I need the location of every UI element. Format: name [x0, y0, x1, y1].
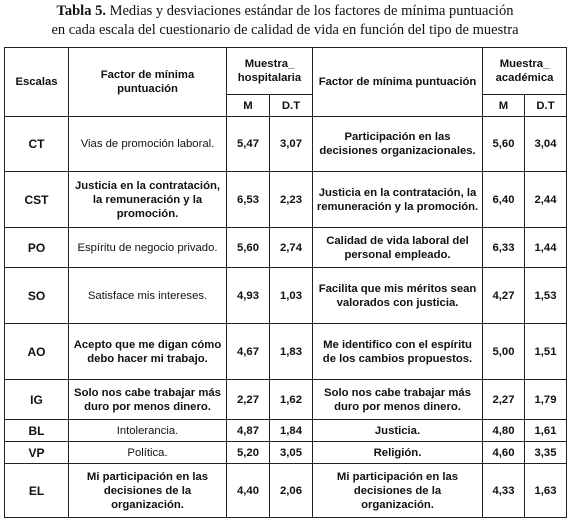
cell-factor-academica: Justicia. [313, 420, 483, 442]
cell-escala: CST [5, 172, 69, 228]
cell-escala: CT [5, 117, 69, 172]
cell-factor-hospitalaria: Justicia en la contratación, la remuneración y la promoción. [69, 172, 227, 228]
cell-m-academica: 5,60 [483, 117, 525, 172]
caption-line-1 [0, 2, 570, 21]
cell-dt-hospitalaria: 1,84 [270, 420, 313, 442]
cell-dt-academica: 1,53 [525, 268, 567, 324]
cell-m-hospitalaria: 4,93 [227, 268, 270, 324]
caption-text-1: Medias y desviaciones estándar de los factores de mínima puntuación [109, 3, 514, 19]
cell-factor-hospitalaria: Vias de promoción laboral. [69, 117, 227, 172]
cell-factor-hospitalaria: Satisface mis intereses. [69, 268, 227, 324]
cell-factor-academica: Solo nos cabe trabajar más duro por menos dinero. [313, 380, 483, 420]
header-escalas: Escalas [5, 48, 69, 117]
cell-dt-hospitalaria: 2,06 [270, 464, 313, 518]
table-row [5, 324, 567, 380]
cell-m-hospitalaria: 2,27 [227, 380, 270, 420]
cell-m-hospitalaria: 5,20 [227, 442, 270, 464]
results-table [4, 47, 567, 518]
cell-escala: IG [5, 380, 69, 420]
cell-m-academica: 2,27 [483, 380, 525, 420]
cell-m-hospitalaria: 5,47 [227, 117, 270, 172]
table-row [5, 380, 567, 420]
table-row [5, 464, 567, 518]
table-row [5, 117, 567, 172]
cell-escala: BL [5, 420, 69, 442]
table-caption [0, 2, 570, 40]
cell-dt-academica: 1,79 [525, 380, 567, 420]
header-factor-hospitalaria: Factor de mínima puntuación [69, 48, 227, 117]
cell-m-academica: 4,33 [483, 464, 525, 518]
header-factor-academica: Factor de mínima puntuación [313, 48, 483, 117]
cell-factor-academica: Participación en las decisiones organizacionales. [313, 117, 483, 172]
caption-label: Tabla 5. [56, 3, 106, 19]
cell-m-hospitalaria: 4,67 [227, 324, 270, 380]
cell-factor-hospitalaria: Política. [69, 442, 227, 464]
cell-dt-hospitalaria: 3,05 [270, 442, 313, 464]
cell-dt-academica: 2,44 [525, 172, 567, 228]
cell-m-academica: 4,27 [483, 268, 525, 324]
cell-dt-hospitalaria: 2,23 [270, 172, 313, 228]
cell-dt-academica: 1,61 [525, 420, 567, 442]
cell-dt-academica: 3,35 [525, 442, 567, 464]
caption-line-2: en cada escala del cuestionario de calidad de vida en función del tipo de muestra [51, 22, 519, 38]
header-muestra-academica: Muestra_ académica [483, 48, 567, 95]
cell-factor-academica: Calidad de vida laboral del personal empleado. [313, 228, 483, 268]
cell-factor-hospitalaria: Espíritu de negocio privado. [69, 228, 227, 268]
cell-m-academica: 6,33 [483, 228, 525, 268]
cell-m-hospitalaria: 5,60 [227, 228, 270, 268]
cell-m-hospitalaria: 4,40 [227, 464, 270, 518]
cell-escala: VP [5, 442, 69, 464]
header-m-hospitalaria: M [227, 95, 270, 117]
table-row [5, 420, 567, 442]
cell-dt-academica: 1,51 [525, 324, 567, 380]
header-dt-academica: D.T [525, 95, 567, 117]
cell-factor-academica: Justicia en la contratación, la remuneración y la promoción. [313, 172, 483, 228]
cell-factor-academica: Religión. [313, 442, 483, 464]
cell-dt-hospitalaria: 2,74 [270, 228, 313, 268]
cell-factor-hospitalaria: Solo nos cabe trabajar más duro por menos dinero. [69, 380, 227, 420]
cell-dt-academica: 3,04 [525, 117, 567, 172]
cell-dt-hospitalaria: 3,07 [270, 117, 313, 172]
table-row [5, 172, 567, 228]
cell-factor-academica: Mi participación en las decisiones de la organización. [313, 464, 483, 518]
cell-factor-hospitalaria: Mi participación en las decisiones de la organización. [69, 464, 227, 518]
header-muestra-hospitalaria: Muestra_ hospitalaria [227, 48, 313, 95]
cell-escala: EL [5, 464, 69, 518]
cell-escala: AO [5, 324, 69, 380]
cell-escala: SO [5, 268, 69, 324]
cell-dt-academica: 1,44 [525, 228, 567, 268]
cell-m-academica: 6,40 [483, 172, 525, 228]
cell-m-academica: 4,80 [483, 420, 525, 442]
table-row [5, 442, 567, 464]
cell-m-hospitalaria: 4,87 [227, 420, 270, 442]
table-row [5, 268, 567, 324]
cell-dt-hospitalaria: 1,83 [270, 324, 313, 380]
cell-m-academica: 5,00 [483, 324, 525, 380]
cell-factor-academica: Facilita que mis méritos sean valorados con justicia. [313, 268, 483, 324]
cell-dt-hospitalaria: 1,03 [270, 268, 313, 324]
cell-factor-academica: Me identifico con el espíritu de los cambios propuestos. [313, 324, 483, 380]
header-m-academica: M [483, 95, 525, 117]
table-row [5, 228, 567, 268]
cell-dt-academica: 1,63 [525, 464, 567, 518]
cell-dt-hospitalaria: 1,62 [270, 380, 313, 420]
cell-factor-hospitalaria: Acepto que me digan cómo debo hacer mi trabajo. [69, 324, 227, 380]
cell-m-hospitalaria: 6,53 [227, 172, 270, 228]
cell-m-academica: 4,60 [483, 442, 525, 464]
cell-factor-hospitalaria: Intolerancia. [69, 420, 227, 442]
header-dt-hospitalaria: D.T [270, 95, 313, 117]
cell-escala: PO [5, 228, 69, 268]
